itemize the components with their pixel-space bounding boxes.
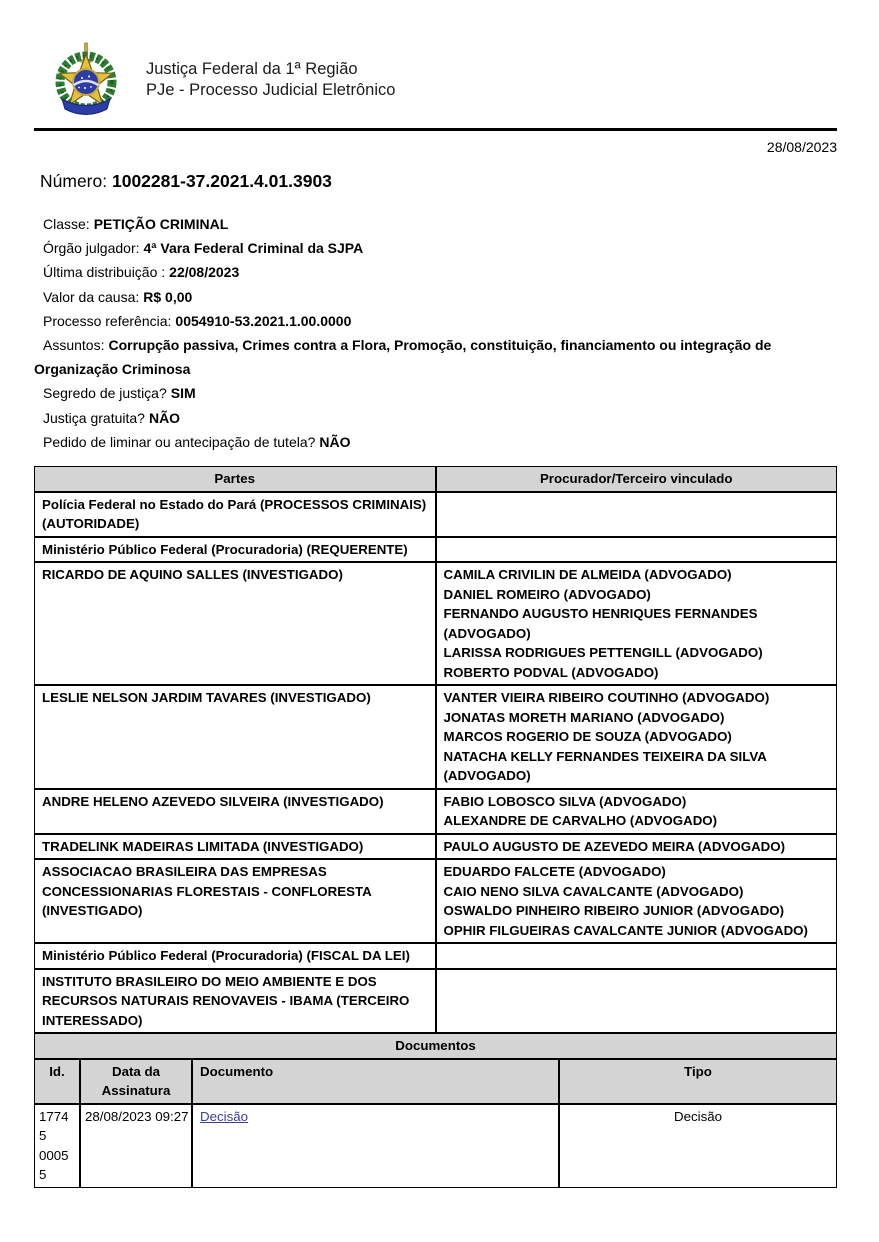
representative-item: CAMILA CRIVILIN DE ALMEIDA (ADVOGADO) bbox=[443, 567, 732, 583]
representative-item: JONATAS MORETH MARIANO (ADVOGADO) bbox=[443, 709, 725, 725]
representatives-cell bbox=[436, 834, 838, 860]
representative-item: PAULO AUGUSTO DE AZEVEDO MEIRA (ADVOGADO) bbox=[443, 838, 786, 854]
doc-id-line2: 00055 bbox=[39, 1147, 69, 1183]
representative-item: NATACHA KELLY FERNANDES TEIXEIRA DA SILVA (ADVOGADO) bbox=[443, 748, 767, 784]
field-row bbox=[34, 285, 837, 309]
field-label: Classe: bbox=[43, 216, 90, 232]
field-row bbox=[34, 260, 837, 284]
field-label: Valor da causa: bbox=[43, 288, 140, 305]
documents-title: Documentos bbox=[34, 1033, 837, 1059]
org-line1: Justiça Federal da 1ª Região bbox=[146, 60, 358, 78]
field-label: Processo referência: bbox=[43, 312, 172, 329]
representative-item: EDUARDO FALCETE (ADVOGADO) bbox=[443, 864, 666, 880]
party-cell: Ministério Público Federal (Procuradoria) (FISCAL DA LEI) bbox=[34, 943, 436, 969]
party-cell: ANDRE HELENO AZEVEDO SILVEIRA (INVESTIGADO) bbox=[34, 789, 436, 834]
doc-id-line1: 17745 bbox=[39, 1108, 69, 1144]
table-row bbox=[34, 685, 837, 789]
field-row bbox=[34, 381, 837, 405]
representative-item: ROBERTO PODVAL (ADVOGADO) bbox=[443, 664, 659, 680]
document-link[interactable]: Decisão bbox=[200, 1108, 249, 1124]
table-row bbox=[34, 562, 837, 685]
doc-document-cell bbox=[192, 1104, 559, 1188]
brazil-coat-of-arms-icon bbox=[50, 42, 122, 118]
field-value: NÃO bbox=[319, 433, 351, 450]
table-row bbox=[34, 537, 837, 563]
table-row bbox=[34, 943, 837, 969]
table-row bbox=[34, 969, 837, 1034]
field-row bbox=[34, 406, 837, 430]
parties-header-row bbox=[34, 466, 837, 492]
doc-date-cell: 28/08/2023 09:27 bbox=[80, 1104, 192, 1188]
field-row bbox=[34, 333, 837, 381]
representatives-cell bbox=[436, 562, 838, 685]
org-line2: PJe - Processo Judicial Eletrônico bbox=[146, 81, 396, 99]
parties-header-partes: Partes bbox=[34, 466, 436, 492]
field-row bbox=[34, 430, 837, 454]
print-date: 28/08/2023 bbox=[766, 139, 837, 155]
case-fields bbox=[34, 212, 837, 454]
party-cell: RICARDO DE AQUINO SALLES (INVESTIGADO) bbox=[34, 562, 436, 685]
doc-header-tipo: Tipo bbox=[559, 1059, 837, 1104]
doc-header-id: Id. bbox=[34, 1059, 80, 1104]
field-value: SIM bbox=[170, 385, 196, 402]
page bbox=[0, 42, 879, 1188]
app-header bbox=[50, 42, 837, 118]
field-label: Segredo de justiça? bbox=[43, 385, 167, 402]
party-cell: ASSOCIACAO BRASILEIRA DAS EMPRESAS CONCESSIONARIAS FLORESTAIS - CONFLORESTA (INVESTIGADO) bbox=[34, 859, 436, 943]
documents-header-row bbox=[34, 1059, 837, 1104]
field-value: 0054910-53.2021.1.00.0000 bbox=[175, 312, 352, 329]
representative-item: OSWALDO PINHEIRO RIBEIRO JUNIOR (ADVOGADO) bbox=[443, 903, 785, 919]
doc-id-cell bbox=[34, 1104, 80, 1188]
party-cell: TRADELINK MADEIRAS LIMITADA (INVESTIGADO) bbox=[34, 834, 436, 860]
field-label: Assuntos: bbox=[43, 337, 105, 354]
parties-header-procurador: Procurador/Terceiro vinculado bbox=[436, 466, 838, 492]
table-row bbox=[34, 492, 837, 537]
field-value: R$ 0,00 bbox=[143, 288, 193, 305]
case-number-value: 1002281-37.2021.4.01.3903 bbox=[111, 171, 332, 191]
field-label: Última distribuição : bbox=[43, 264, 166, 281]
case-number-label: Número: bbox=[40, 171, 108, 191]
table-row bbox=[34, 789, 837, 834]
party-cell: LESLIE NELSON JARDIM TAVARES (INVESTIGADO) bbox=[34, 685, 436, 789]
representative-item: ALEXANDRE DE CARVALHO (ADVOGADO) bbox=[443, 813, 718, 829]
representative-item: CAIO NENO SILVA CAVALCANTE (ADVOGADO) bbox=[443, 883, 744, 899]
case-number-line bbox=[40, 171, 837, 192]
doc-type-cell: Decisão bbox=[559, 1104, 837, 1188]
field-value: 4ª Vara Federal Criminal da SJPA bbox=[143, 240, 364, 257]
field-label: Justiça gratuita? bbox=[43, 409, 145, 426]
representative-item: OPHIR FILGUEIRAS CAVALCANTE JUNIOR (ADVOGADO) bbox=[443, 922, 808, 938]
doc-header-data: Data da Assinatura bbox=[80, 1059, 192, 1104]
field-value: NÃO bbox=[148, 409, 181, 426]
table-row bbox=[34, 834, 837, 860]
doc-row bbox=[34, 1104, 837, 1188]
party-cell: Ministério Público Federal (Procuradoria) (REQUERENTE) bbox=[34, 537, 436, 563]
parties-table bbox=[34, 466, 837, 1033]
representatives-cell bbox=[436, 789, 838, 834]
representatives-cell bbox=[436, 943, 838, 969]
field-value: 22/08/2023 bbox=[169, 264, 240, 281]
representative-item: FABIO LOBOSCO SILVA (ADVOGADO) bbox=[443, 793, 687, 809]
documents-title-row bbox=[34, 1033, 837, 1059]
representatives-cell bbox=[436, 969, 838, 1034]
representative-item: FERNANDO AUGUSTO HENRIQUES FERNANDES (ADVOGADO) bbox=[443, 606, 758, 641]
field-value: PETIÇÃO CRIMINAL bbox=[93, 216, 229, 232]
representatives-cell bbox=[436, 859, 838, 943]
field-label: Órgão julgador: bbox=[43, 240, 140, 257]
representative-item: VANTER VIEIRA RIBEIRO COUTINHO (ADVOGADO) bbox=[443, 690, 770, 706]
representative-item: LARISSA RODRIGUES PETTENGILL (ADVOGADO) bbox=[443, 645, 763, 661]
representatives-cell bbox=[436, 492, 838, 537]
field-label: Pedido de liminar ou antecipação de tutela? bbox=[43, 433, 316, 450]
field-row bbox=[34, 309, 837, 333]
field-row bbox=[34, 212, 837, 236]
table-row bbox=[34, 859, 837, 943]
field-value: Corrupção passiva, Crimes contra a Flora, Promoção, constituição, financiamento ou integração de Organização Criminosa bbox=[34, 337, 772, 378]
header-divider bbox=[34, 128, 837, 131]
representative-item: MARCOS ROGERIO DE SOUZA (ADVOGADO) bbox=[443, 729, 732, 745]
doc-header-documento: Documento bbox=[192, 1059, 559, 1104]
representative-item: DANIEL ROMEIRO (ADVOGADO) bbox=[443, 586, 651, 602]
org-name bbox=[146, 59, 395, 101]
documents-table bbox=[34, 1033, 837, 1188]
representatives-cell bbox=[436, 685, 838, 789]
party-cell: INSTITUTO BRASILEIRO DO MEIO AMBIENTE E DOS RECURSOS NATURAIS RENOVAVEIS - IBAMA (TERCEIRO INTERESSADO) bbox=[34, 969, 436, 1034]
field-row bbox=[34, 236, 837, 260]
representatives-cell bbox=[436, 537, 838, 563]
party-cell: Polícia Federal no Estado do Pará (PROCESSOS CRIMINAIS) (AUTORIDADE) bbox=[34, 492, 436, 537]
